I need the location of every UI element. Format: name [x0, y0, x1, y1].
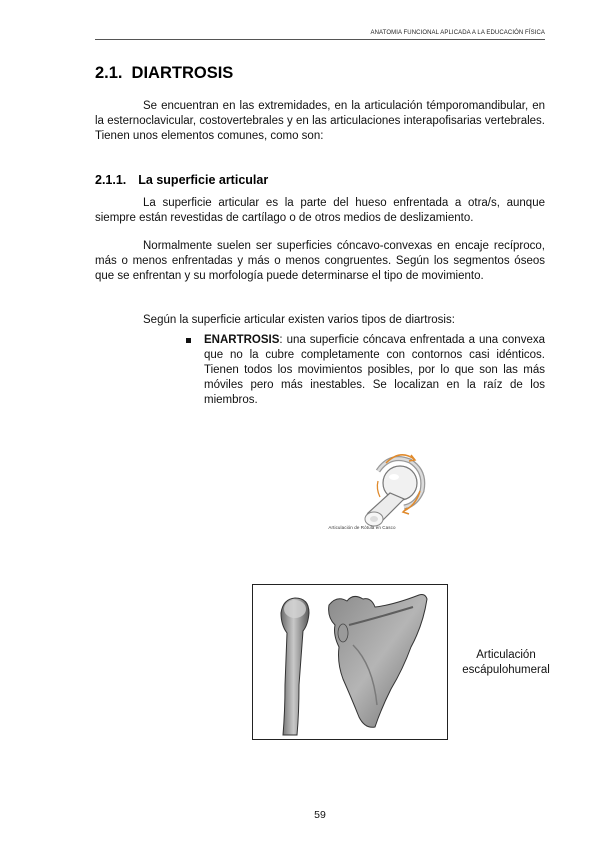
subsection-heading	[95, 173, 268, 187]
subsection-title: La superficie articular	[138, 173, 269, 187]
list-item-text: : una superficie cóncava enfrentada a una convexa que no la cubre completamente con contornos casi idénticos. Tienen todos los movimientos posibles, por lo que son las más móviles pero más inestables. Se localizan en la raíz de los miembros.	[204, 334, 545, 406]
section-number: 2.1.	[95, 64, 123, 82]
subsection-number: 2.1.1.	[95, 173, 127, 187]
paragraph-definition: La superficie articular es la parte del hueso enfrentada a otra/s, aunque siempre están revestidas de cartílago o de otros medios de deslizamiento.	[95, 197, 545, 224]
section-title: DIARTROSIS	[131, 64, 234, 82]
running-header	[95, 30, 545, 40]
diartrosis-types-list	[183, 333, 545, 408]
photo-caption	[446, 648, 566, 678]
square-bullet-icon	[186, 338, 191, 343]
running-title: ANATOMIA FUNCIONAL APLICADA A LA EDUCACIÓN FÍSICA	[370, 30, 545, 36]
photo-caption-line2: escápulohumeral	[462, 664, 550, 676]
list-item-term: ENARTROSIS	[204, 334, 280, 346]
paragraph-congruence: Normalmente suelen ser superficies cóncavo-convexas en encaje recíproco, más o menos enfrentadas y más o menos congruentes. Según los segmentos óseos que se enfrentan y su morfología puede determinarse el tipo de movimiento.	[95, 240, 545, 282]
diagram-caption: Articulación de Rótula en Casco	[328, 525, 396, 530]
section-intro-paragraph: Se encuentran en las extremidades, en la articulación témporomandibular, en la esternoclavicular, costovertebrales y en las articulaciones interapofisarias vertebrales. Tienen unos elementos comunes, como son:	[95, 100, 545, 142]
list-item	[183, 333, 545, 408]
section-heading	[95, 64, 233, 83]
photo-caption-line1: Articulación	[476, 649, 536, 661]
page-number: 59	[314, 809, 326, 821]
scapulohumeral-bones-image	[252, 584, 448, 740]
paragraph-types-intro: Según la superficie articular existen varios tipos de diartrosis:	[143, 314, 455, 326]
